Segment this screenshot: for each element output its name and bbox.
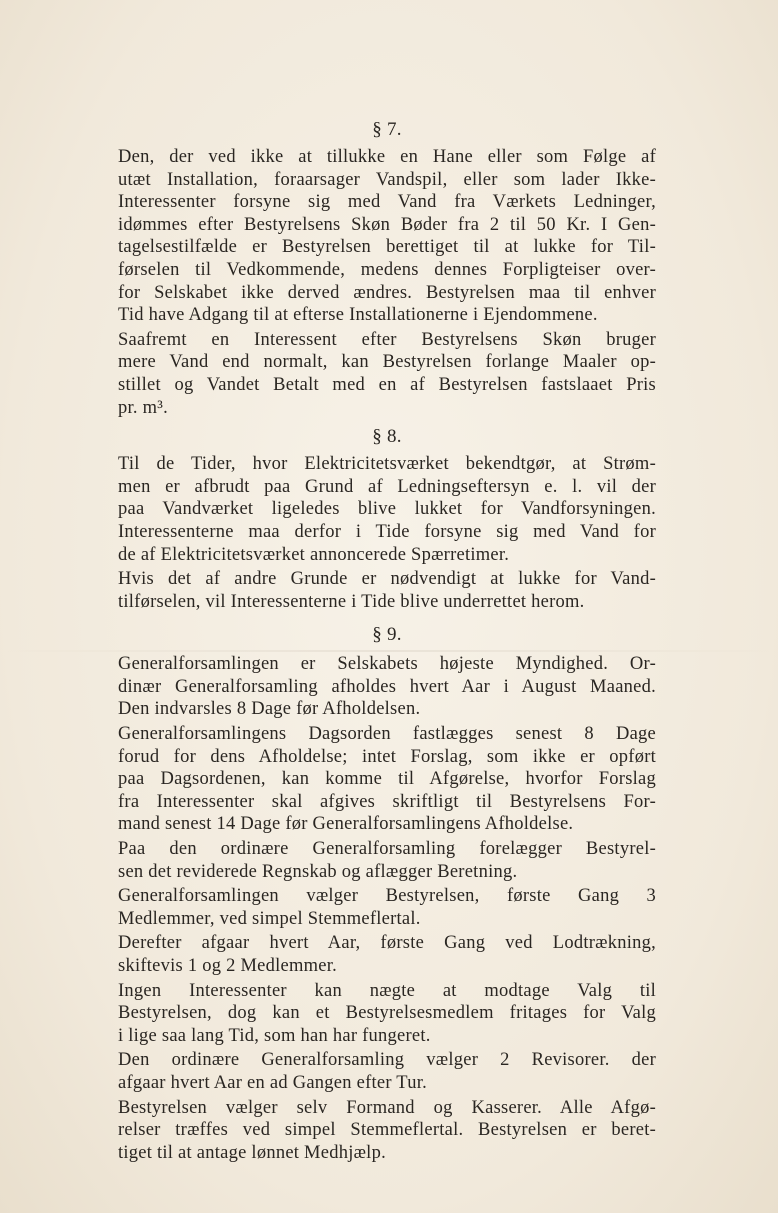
text-line: idømmes efter Bestyrelsens Skøn Bøder fra 2 til 50 Kr. I Gen- xyxy=(118,214,656,235)
text-line: forud for dens Afholdelse; intet Forslag, som ikke er opført xyxy=(118,746,656,767)
text-line: fra Interessenter skal afgives skriftligt til Bestyrelsens For- xyxy=(118,791,656,812)
text-line: Den ordinære Generalforsamling vælger 2 Revisorer. der xyxy=(118,1050,656,1071)
section-7 xyxy=(118,118,656,419)
text-line: Derefter afgaar hvert Aar, første Gang ved Lodtrækning, xyxy=(118,933,656,954)
text-line: paa Dagsordenen, kan komme til Afgørelse, hvorfor Forslag xyxy=(118,769,656,790)
paragraph xyxy=(118,329,656,419)
text-line: tilførselen, vil Interessenterne i Tide blive underrettet herom. xyxy=(118,591,585,612)
text-line: utæt Installation, foraarsager Vandspil, eller som lader Ikke- xyxy=(118,169,656,190)
text-line: for Selskabet ikke derved ændres. Bestyrelsen maa til enhver xyxy=(118,282,656,303)
text-line: mand senest 14 Dage før Generalforsamlingens Afholdelse. xyxy=(118,814,574,835)
section-heading: § 9. xyxy=(372,624,402,646)
paragraph xyxy=(118,146,656,327)
text-line: Generalforsamlingens Dagsorden fastlægges senest 8 Dage xyxy=(118,724,656,745)
text-line: Paa den ordinære Generalforsamling forelægger Bestyrel- xyxy=(118,839,656,860)
paragraph xyxy=(118,453,656,566)
text-line: Saafremt en Interessent efter Bestyrelsens Skøn bruger xyxy=(118,329,656,350)
text-line: pr. m³. xyxy=(118,397,168,418)
text-line: Til de Tider, hvor Elektricitetsværket bekendtgør, at Strøm- xyxy=(118,454,656,475)
section-8 xyxy=(118,425,656,613)
section-9 xyxy=(118,623,656,1164)
text-line: skiftevis 1 og 2 Medlemmer. xyxy=(118,956,337,976)
paragraph xyxy=(118,838,656,883)
paragraph xyxy=(118,932,656,977)
text-line: tiget til at antage lønnet Medhjælp. xyxy=(118,1142,386,1163)
text-line: Medlemmer, ved simpel Stemmeflertal. xyxy=(118,908,421,929)
text-line: Tid have Adgang til at efterse Installationerne i Ejendommene. xyxy=(118,305,598,326)
text-line: Generalforsamlingen er Selskabets højeste Myndighed. Or- xyxy=(118,654,656,675)
text-line: førselen til Vedkommende, medens dennes Forpligteiser over- xyxy=(118,259,656,280)
text-line: afgaar hvert Aar en ad Gangen efter Tur. xyxy=(118,1072,427,1093)
text-line: stillet og Vandet Betalt med en af Bestyrelsen fastslaaet Pris xyxy=(118,374,656,395)
paragraph xyxy=(118,980,656,1048)
paragraph xyxy=(118,723,656,836)
text-line: Interessenterne maa derfor i Tide forsyne sig med Vand for xyxy=(118,521,656,542)
section-heading: § 8. xyxy=(372,426,402,448)
text-line: Bestyrelsen, dog kan et Bestyrelsesmedlem fritages for Valg xyxy=(118,1003,656,1024)
paragraph xyxy=(118,1049,656,1094)
text-line: Hvis det af andre Grunde er nødvendigt at lukke for Vand- xyxy=(118,569,656,590)
text-line: paa Vandværket ligeledes blive lukket for Vandforsyningen. xyxy=(118,499,656,520)
document-body xyxy=(118,118,656,1164)
text-line: Interessenter forsyne sig med Vand fra Værkets Ledninger, xyxy=(118,192,656,213)
text-line: mere Vand end normalt, kan Bestyrelsen forlange Maaler op- xyxy=(118,352,656,373)
text-line: Bestyrelsen vælger selv Formand og Kasserer. Alle Afgø- xyxy=(118,1097,656,1118)
paragraph xyxy=(118,1097,656,1165)
text-line: i lige saa lang Tid, som han har fungeret. xyxy=(118,1025,431,1046)
text-line: men er afbrudt paa Grund af Ledningseftersyn e. l. vil der xyxy=(118,476,656,497)
paragraph xyxy=(118,653,656,721)
paragraph xyxy=(118,568,656,613)
text-line: de af Elektricitetsværket annoncerede Spærretimer. xyxy=(118,544,510,565)
text-line: sen det reviderede Regnskab og aflægger Beretning. xyxy=(118,861,518,882)
section-heading: § 7. xyxy=(372,119,402,140)
text-line: dinær Generalforsamling afholdes hvert Aar i August Maaned. xyxy=(118,676,656,697)
text-line: Den indvarsles 8 Dage før Afholdelsen. xyxy=(118,699,421,720)
text-line: Generalforsamlingen vælger Bestyrelsen, første Gang 3 xyxy=(118,886,656,907)
text-line: relser træffes ved simpel Stemmeflertal. Bestyrelsen er beret- xyxy=(118,1120,656,1141)
text-line: Ingen Interessenter kan nægte at modtage Valg til xyxy=(118,980,656,1001)
text-line: Den, der ved ikke at tillukke en Hane eller som Følge af xyxy=(118,147,656,167)
paragraph xyxy=(118,885,656,930)
text-line: tagelsestilfælde er Bestyrelsen berettiget til at lukke for Til- xyxy=(118,237,656,258)
